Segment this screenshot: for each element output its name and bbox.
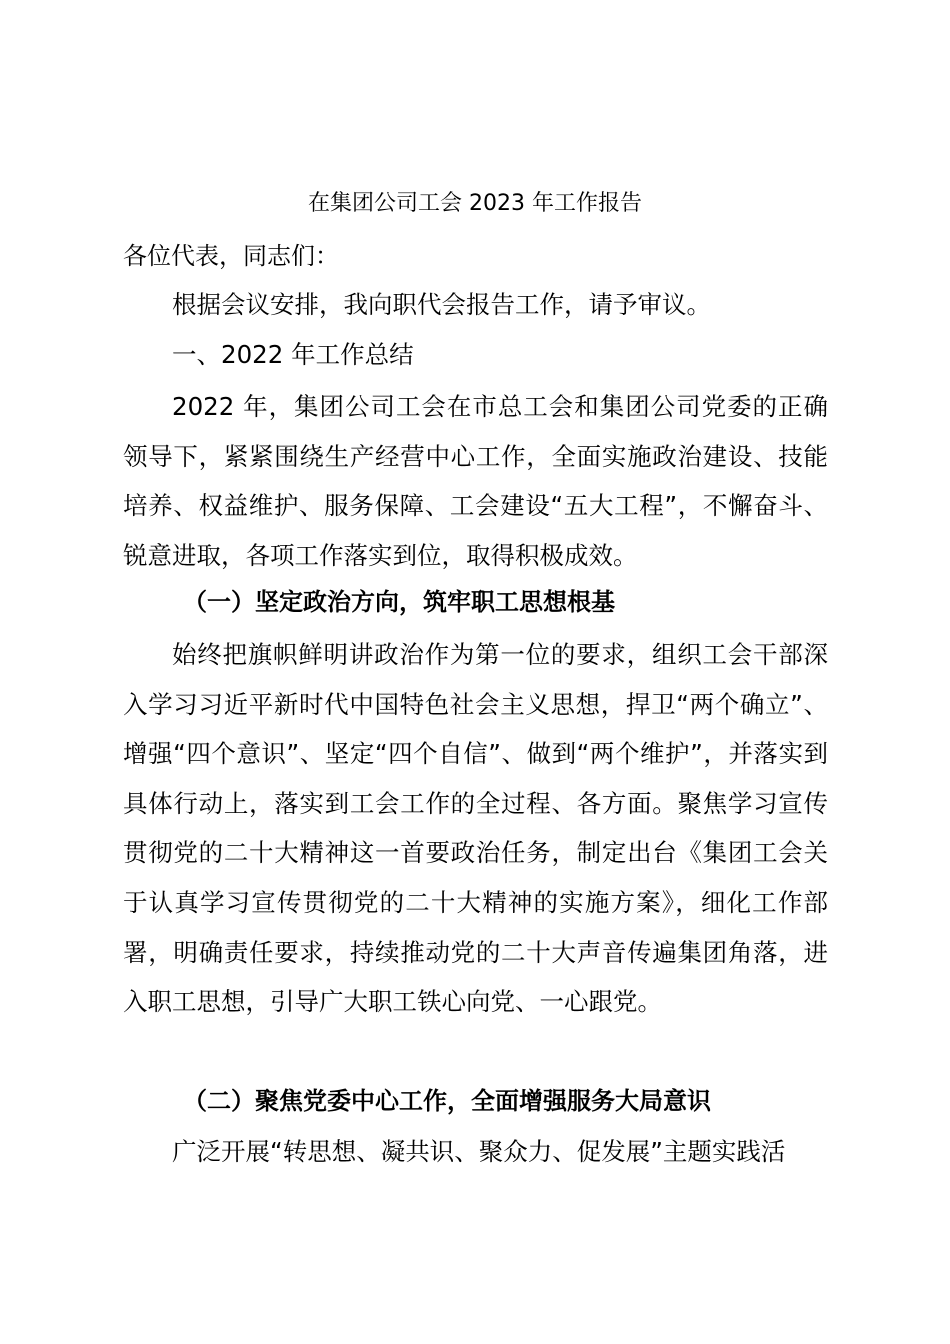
document-title: 在集团公司工会 2023 年工作报告	[308, 191, 642, 216]
body-paragraph: 始终把旗帜鲜明讲政治作为第一位的要求，组织工会干部深入学习习近平新时代中国特色社会主义思想，捍卫“两个确立”、增强“四个意识”、坚定“四个自信”、做到“两个维护”，并落实到具体行动上，落实到工会工作的全过程、各方面。聚焦学习宣传贯彻党的二十大精神这一首要政治任务，制定出台《集团工会关于认真学习宣传贯彻党的二十大精神的实施方案》，细化工作部署，明确责任要求，持续推动党的二十大声音传遍集团角落，进入职工思想，引导广大职工铁心向党、一心跟党。	[123, 640, 828, 1017]
salutation: 各位代表，同志们：	[123, 242, 339, 270]
section-heading: 一、2022 年工作总结	[172, 340, 414, 369]
subsection-heading: （一）坚定政治方向，筑牢职工思想根基	[183, 588, 615, 616]
subsection-heading: （二）聚焦党委中心工作，全面增强服务大局意识	[183, 1087, 711, 1115]
body-paragraph: 广泛开展“转思想、凝共识、聚众力、促发展”主题实践活	[172, 1137, 786, 1166]
intro-paragraph: 根据会议安排，我向职代会报告工作，请予审议。	[172, 290, 711, 319]
body-paragraph: 2022 年，集团公司工会在市总工会和集团公司党委的正确领导下，紧紧围绕生产经营中心工作，全面实施政治建设、技能培养、权益维护、服务保障、工会建设“五大工程”，不懈奋斗、锐意进取，各项工作落实到位，取得积极成效。	[123, 392, 828, 570]
